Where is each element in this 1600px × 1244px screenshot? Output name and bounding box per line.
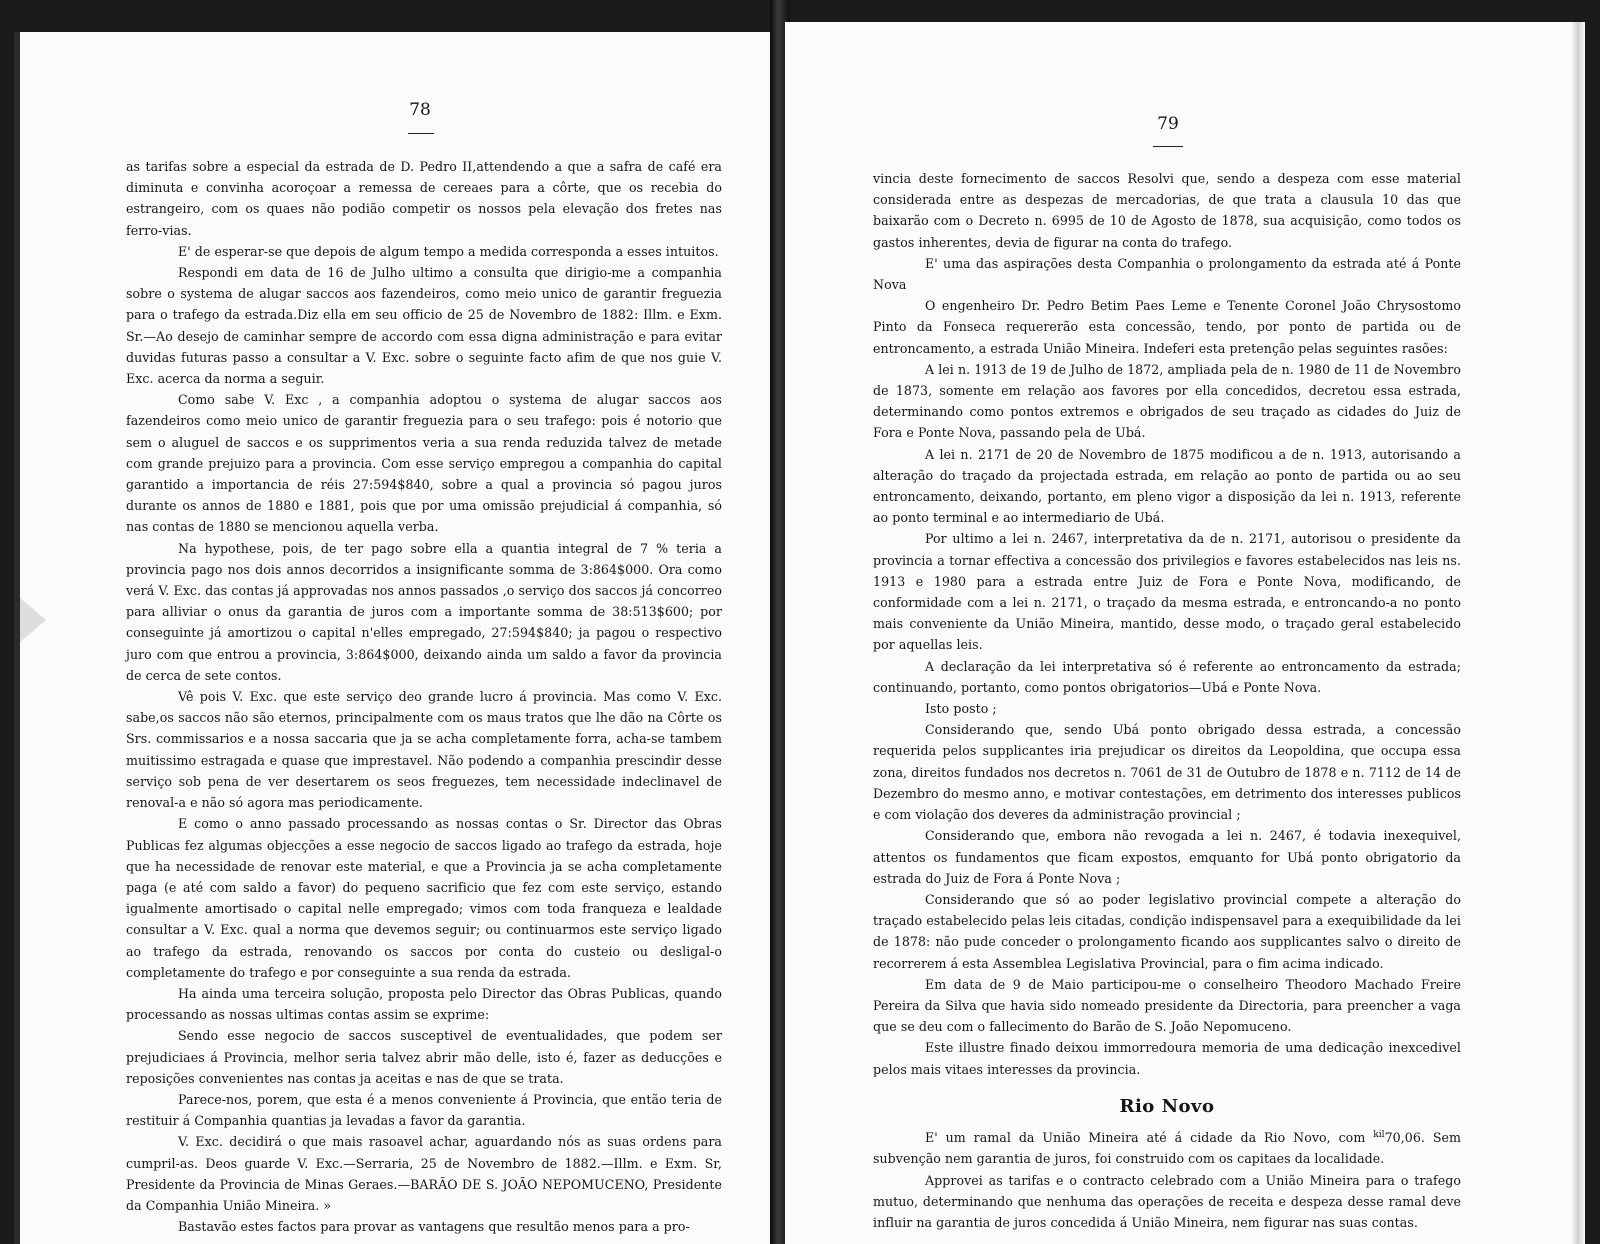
paragraph: Vê pois V. Exc. que este serviço deo grande lucro á provincia. Mas como V. Exc. sabe,os saccos não são eternos, principalmente com os maus tratos que lhe dão na Côrte os Srs. commissarios e a nossa saccaria que ja se acha completamente forra, acha-se tambem muitissimo estragada e quase que imprestavel. Não podendo a companhia prescindir desse serviço sob pena de ver desertarem os seos freguezes, tem necessidade indeclinavel de renoval-a e não só agora mas periodicamente. bbox=[126, 689, 722, 811]
right-page-paragraphs-after bbox=[873, 1125, 1461, 1233]
page-tab-mark bbox=[20, 598, 46, 642]
section-title: Rio Novo bbox=[1119, 1095, 1215, 1117]
paragraph: Approvei as tarifas e o contracto celebrado com a União Mineira para o trafego mutuo, determinando que nenhuma das operações de receita e despeza desse ramal deve influir na garantia de juros concedida á União Mineira, nem figurar nas suas contas. bbox=[873, 1172, 1461, 1230]
unit-superscript: kil bbox=[1373, 1129, 1385, 1140]
left-page bbox=[14, 32, 784, 1244]
paragraph: Considerando que, embora não revogada a lei n. 2467, é todavia inexequivel, attentos os fundamentos que ficam expostos, emquanto for Ubá ponto obrigatorio da estrada do Juiz de Fora á Ponte Nova ; bbox=[873, 828, 1461, 886]
page-number-rule bbox=[408, 133, 434, 134]
paragraph: Considerando que só ao poder legislativo provincial compete a alteração do traçado estabelecido pelas leis citadas, condição indispensavel para a exequibilidade da lei de 1878: não pude conceder o prolongamento ficando aos supplicantes salvo o direito de recorrerem á esta Assemblea Legislativa Provincial, para o fim acima indicado. bbox=[873, 891, 1461, 971]
paragraph: Ha ainda uma terceira solução, proposta pelo Director das Obras Publicas, quando processando as nossas ultimas contas assim se exprime: bbox=[126, 985, 722, 1023]
paragraph: E' um ramal da União Mineira até á cidade da Rio Novo, com $^{kil}$70,06. Sem subvenção nem garantia de juros, foi construido com os capitaes da localidade. bbox=[873, 1129, 1461, 1167]
paragraph: as tarifas sobre a especial da estrada de D. Pedro II,attendendo a que a safra de café era diminuta e convinha acoroçoar a remessa de cereaes para a côrte, que os recebia do estrangeiro, com os quaes não podião competir os nossos pela elevação dos fretes nas ferro-vias. bbox=[126, 159, 722, 238]
page-number: 78 bbox=[409, 100, 431, 120]
right-page-body bbox=[873, 168, 1461, 1233]
paragraph: Por ultimo a lei n. 2467, interpretativa da de n. 2171, autorisou o presidente da provincia a tornar effectiva a concessão dos privilegios e favores estabelecidos nas leis ns. 1913 e 1980 para a estrada entre Juiz de Fora e Ponte Nova, modificando, de conformidade com a lei n. 2171, o traçado da mesma estrada, e entroncando-a no ponto mais conveniente da União Mineira, mantido, desse modo, o traçado geral estabelecido por aquellas leis. bbox=[873, 531, 1461, 653]
paragraph: O engenheiro Dr. Pedro Betim Paes Leme e Tenente Coronel João Chrysostomo Pinto da Fonseca requererão esta concessão, tendo, por ponto de partida ou de entroncamento, a estrada União Mineira. Indeferi esta pretenção pelas seguintes rasões: bbox=[873, 298, 1461, 356]
page-number: 79 bbox=[1157, 114, 1179, 134]
paragraph: Na hypothese, pois, de ter pago sobre ella a quantia integral de 7 % teria a provincia pago nos dois annos decorridos a insignificante somma de 3:864$000. Ora como verá V. Exc. das contas já approvadas nos annos passados ,o serviço dos saccos já concorreo para alliviar o onus da garantia de juros com a importante somma de 38:513$600; por conseguinte já amortizou o capital n'elles empregado, 27:594$840; ja pagou o respectivo juro com que entrou a provincia, 3:864$000, deixando ainda um saldo a favor da provincia de cerca de sete contos. bbox=[126, 540, 722, 683]
paragraph: Bastavão estes factos para provar as vantagens que resultão menos para a pro- bbox=[178, 1219, 690, 1235]
left-page-body bbox=[126, 156, 722, 1237]
paragraph: Respondi em data de 16 de Julho ultimo a consulta que dirigio-me a companhia sobre o systema de alugar saccos aos fazendeiros, como meio unico de garantir freguezia para o trafego da estrada.Diz ella em seu officio de 25 de Novembro de 1882: Illm. e Exm. Sr.—Ao desejo de caminhar sempre de accordo com essa digna administração e para evitar duvidas futuras passo a consultar a V. Exc. sobre o seguinte facto afim de que nos guie V. Exc. acerca da norma a seguir. bbox=[126, 265, 722, 387]
right-page-paragraphs-before bbox=[873, 168, 1461, 1080]
paragraph: E' de esperar-se que depois de algum tempo a medida corresponda a esses intuitos. bbox=[178, 243, 719, 259]
paragraph: Em data de 9 de Maio participou-me o conselheiro Theodoro Machado Freire Pereira da Silva que havia sido nomeado presidente da Directoria, para preencher a vaga que se deu com o fallecimento do Barão de S. João Nepomuceno. bbox=[873, 976, 1461, 1035]
paragraph: vincia deste fornecimento de saccos Resolvi que, sendo a despeza com esse material considerada entre as despezas de mercadorias, de que trata a clausula 10 das que baixarão com o Decreto n. 6995 de 10 de Agosto de 1878, sua acquisição, como todos os gastos inherentes, devia de figurar na conta do trafego. bbox=[873, 171, 1461, 250]
page-number-rule bbox=[1153, 146, 1183, 147]
paragraph: Considerando que, sendo Ubá ponto obrigado dessa estrada, a concessão requerida pelos supplicantes iria prejudicar os direitos da Leopoldina, que occupa essa zona, direitos fundados nos decretos n. 7061 de 31 de Outubro de 1878 e n. 7112 de 14 de Dezembro do mesmo anno, e motivar contestações, em detrimento dos interesses publicos e com violação dos deveres da administração provincial ; bbox=[873, 722, 1461, 823]
paragraph: E como o anno passado processando as nossas contas o Sr. Director das Obras Publicas fez algumas objecções a esse negocio de saccos ligado ao trafego da estrada, hoje que ha necessidade de renovar este material, e que a Provincia ja se acha completamente paga (e até com saldo a favor) do pequeno sacrificio que fez com este serviço, estando igualmente amortisado o capital nelle empregado; vimos com toda franqueza e lealdade consultar a V. Exc. qual a norma que devemos seguir; ou continuarmos este serviço ligado ao trafego da estrada, renovando os saccos por conta do custeio ou desligal-o completamente do trafego e por conseguinte a sua renda da estrada. bbox=[126, 816, 722, 980]
paragraph: Parece-nos, porem, que esta é a menos conveniente á Provincia, que então teria de restituir á Companhia quantias ja levadas a favor da garantia. bbox=[126, 1091, 722, 1129]
paragraph: Isto posto ; bbox=[925, 701, 997, 717]
paragraph: Como sabe V. Exc , a companhia adoptou o systema de alugar saccos aos fazendeiros como meio unico de garantir freguezia para o seu trafego: pois é notorio que sem o aluguel de saccos e os supprimentos veria a sua renda reduzida talvez de metade com grande prejuizo para a provincia. Com esse serviço empregou a companhia do capital garantido a importancia de réis 27:594$840, sobre a qual a provincia só pagou juros durante os annos de 1880 e 1881, pois que por uma omissão prejudicial á companhia, só nas contas de 1880 se mencionou aquella verba. bbox=[126, 392, 722, 535]
paragraph: A lei n. 1913 de 19 de Julho de 1872, ampliada pela de n. 1980 de 11 de Novembro de 1873, somente em relação aos favores por ella concedidos, decretou essa estrada, determinando como pontos extremos e obrigados de seu traçado as cidades do Juiz de Fora e Ponte Nova, passando pela de Ubá. bbox=[873, 361, 1461, 441]
page-edge bbox=[1571, 22, 1585, 1244]
paragraph: A declaração da lei interpretativa só é referente ao entroncamento da estrada; continuando, portanto, como pontos obrigatorios—Ubá e Ponte Nova. bbox=[873, 658, 1461, 695]
paragraph: V. Exc. decidirá o que mais rasoavel achar, aguardando nós as suas ordens para cumpril-as. Deos guarde V. Exc.—Serraria, 25 de Novembro de 1882.—Illm. e Exm. Sr, Presidente da Provincia de Minas Geraes.—BARÃO DE S. JOÃO NEPOMUCENO, Presidente da Companhia União Mineira. » bbox=[126, 1134, 722, 1213]
right-page bbox=[785, 22, 1585, 1244]
paragraph: Sendo esse negocio de saccos susceptivel de eventualidades, que podem ser prejudiciaes á Provincia, melhor seria talvez abrir mão delle, isto é, fazer as deducções e reposições convenientes nas contas ja aceitas e nas de que se trata. bbox=[126, 1028, 722, 1086]
paragraph: Este illustre finado deixou immorredoura memoria de uma dedicação inexcedivel pelos mais vitaes interesses da provincia. bbox=[873, 1040, 1461, 1077]
paragraph: A lei n. 2171 de 20 de Novembro de 1875 modificou a de n. 1913, autorisando a alteração do traçado da projectada estrada, em relação ao ponto de partida ou ao seu entroncamento, deixando, portanto, em pleno vigor a disposição da lei n. 1913, referente ao ponto terminal e ao intermediario de Ubá. bbox=[873, 446, 1461, 526]
paragraph: E' uma das aspirações desta Companhia o prolongamento da estrada até á Ponte Nova bbox=[873, 255, 1461, 293]
